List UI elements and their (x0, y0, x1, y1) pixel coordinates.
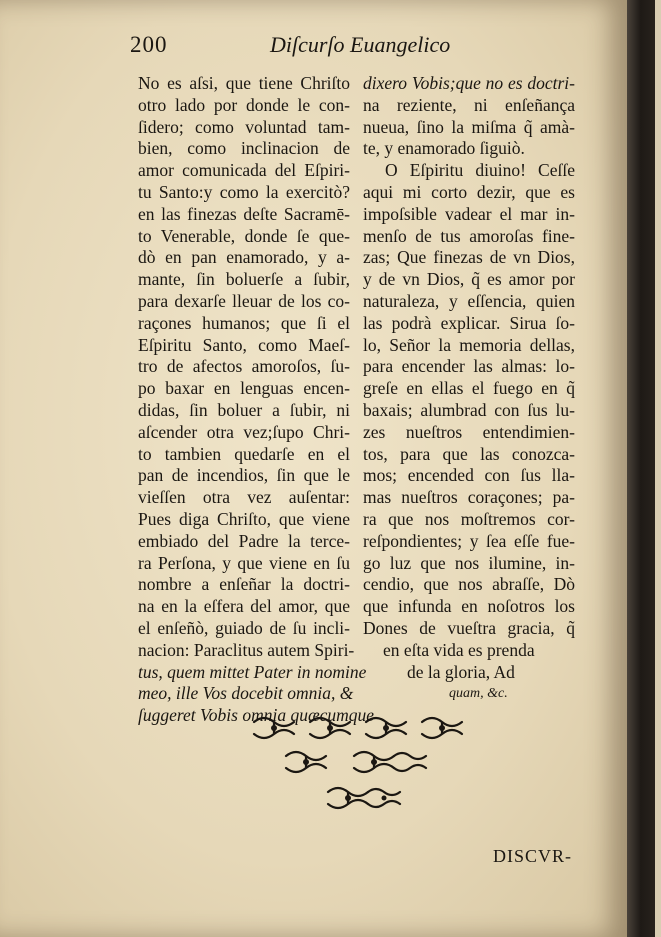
text-line: aſcender otra vez;ſupo Chri- (138, 421, 350, 442)
adjacent-page-edge (655, 0, 661, 937)
text-line: ſidero; como voluntad tam- (138, 116, 350, 137)
latin-quote-line: meo, ille Vos docebit omnia, & (138, 683, 354, 704)
text-line: raçones humanos; que ſi el (138, 312, 350, 333)
text-line: reſpondientes; y ſea eſſe fue- (363, 530, 575, 551)
text-line: to tambien quedarſe en el (138, 443, 350, 464)
text-line: greſe en ellas el fuego en q̃ (363, 378, 575, 399)
text-line: Dones de vueſtra gracia, q̃ (363, 617, 575, 638)
text-line: de la gloria, Ad (407, 661, 515, 682)
text-line: ra Perſona, y que viene en ſu (138, 552, 350, 573)
text-line: mante, ſin boluerſe a ſubir, (138, 269, 350, 290)
text-line: el enſeñò, guiado de ſu incli- (138, 617, 350, 638)
text-line: que infunda en noſotros los (363, 596, 575, 617)
text-line: amor comunicada del Eſpiri- (138, 160, 350, 181)
text-line: tro de afectos amoroſos, ſu- (138, 356, 350, 377)
text-line: menſo de tus amoroſas fine- (363, 225, 575, 246)
text-line: nueua, ſino la miſma q̃ amà- (363, 116, 575, 137)
text-line: mas nueſtros coraçones; pa- (363, 487, 575, 508)
text-line: ra que nos moſtremos cor- (363, 508, 575, 529)
text-line: mos; encended con ſus lla- (363, 465, 575, 486)
text-line: dò en pan enamorado, y a- (138, 247, 350, 268)
text-line: tu Santo:y como la exercitò? (138, 181, 350, 202)
text-line: zes nueſtros entendimien- (363, 421, 575, 442)
text-line: las podrà explicar. Sirua ſo- (363, 312, 575, 333)
text-line: Eſpiritu Santo, como Maeſ- (138, 334, 350, 355)
text-line: go luz que nos ilumine, in- (363, 552, 575, 573)
text-line: para dexarſe lleuar de los co- (138, 290, 350, 311)
text-line: baxais; alumbrad con ſus lu- (363, 399, 575, 420)
text-line: na reziente, ni enſeñança (363, 94, 575, 115)
page-header (130, 32, 460, 66)
text-line: pan de incendios, ſin que le (138, 465, 350, 486)
printer-ornament (248, 712, 470, 812)
latin-quote-line: tus, quem mittet Pater in nomine (138, 661, 367, 682)
latin-quote-line: dixero Vobis;que no es doctri- (363, 73, 575, 93)
text-line: No es aſsi, que tiene Chriſto (138, 73, 350, 93)
page-number: 200 (130, 32, 168, 57)
text-line: en eſta vida es prenda (383, 639, 535, 660)
text-line: y de vn Dios, q̃ es amor por (363, 269, 575, 290)
text-line: embiado del Padre la terce- (138, 530, 350, 551)
text-line: aqui mi corto dezir, que es (363, 181, 575, 202)
ornament-row-bottom (328, 788, 400, 808)
text-line: didas, ſin boluer a ſubir, ni (138, 399, 350, 420)
text-line: tos, para que las conozca- (363, 443, 575, 464)
text-line: impoſsible vadear el mar in- (363, 203, 575, 224)
latin-closing-line: quam, &c. (449, 686, 508, 702)
text-line: otro lado por donde le con- (138, 94, 350, 115)
text-line: en las finezas deſte Sacramē- (138, 203, 350, 224)
text-line: cendio, que nos abraſſe, Dò (363, 574, 575, 595)
text-line: O Eſpiritu diuino! Ceſſe (385, 160, 575, 181)
text-line: po baxar en lenguas encen- (138, 378, 350, 399)
text-line: lo, Señor la memoria dellas, (363, 334, 575, 355)
running-title: Diſcurſo Euangelico (270, 32, 451, 57)
right-column (363, 73, 575, 705)
text-line: te, y enamorado ſiguiò. (363, 138, 525, 159)
text-line: nombre a enſeñar la doctri- (138, 574, 350, 595)
text-line: na en la eſfera del amor, que (138, 596, 350, 617)
catchword: DISCVR- (493, 846, 573, 866)
text-line: vieſſen otra vez auſentar: (138, 487, 350, 508)
text-line: Pues diga Chriſto, que viene (138, 508, 350, 529)
latin-quote-line: ſuggeret Vobis omnia quæcumque (138, 705, 375, 726)
text-line: para encender las almas: lo- (363, 356, 575, 377)
text-line: to Venerable, donde ſe que- (138, 225, 350, 246)
text-line: nacion: Paraclitus autem Spiri- (138, 639, 355, 660)
left-column (138, 73, 375, 727)
text-line: zas; Que finezas de vn Dios, (363, 247, 575, 268)
ornament-row-top (254, 718, 462, 738)
text-line: naturaleza, y eſſencia, quien (363, 290, 575, 311)
text-line: bien, como inclinacion de (138, 138, 350, 159)
